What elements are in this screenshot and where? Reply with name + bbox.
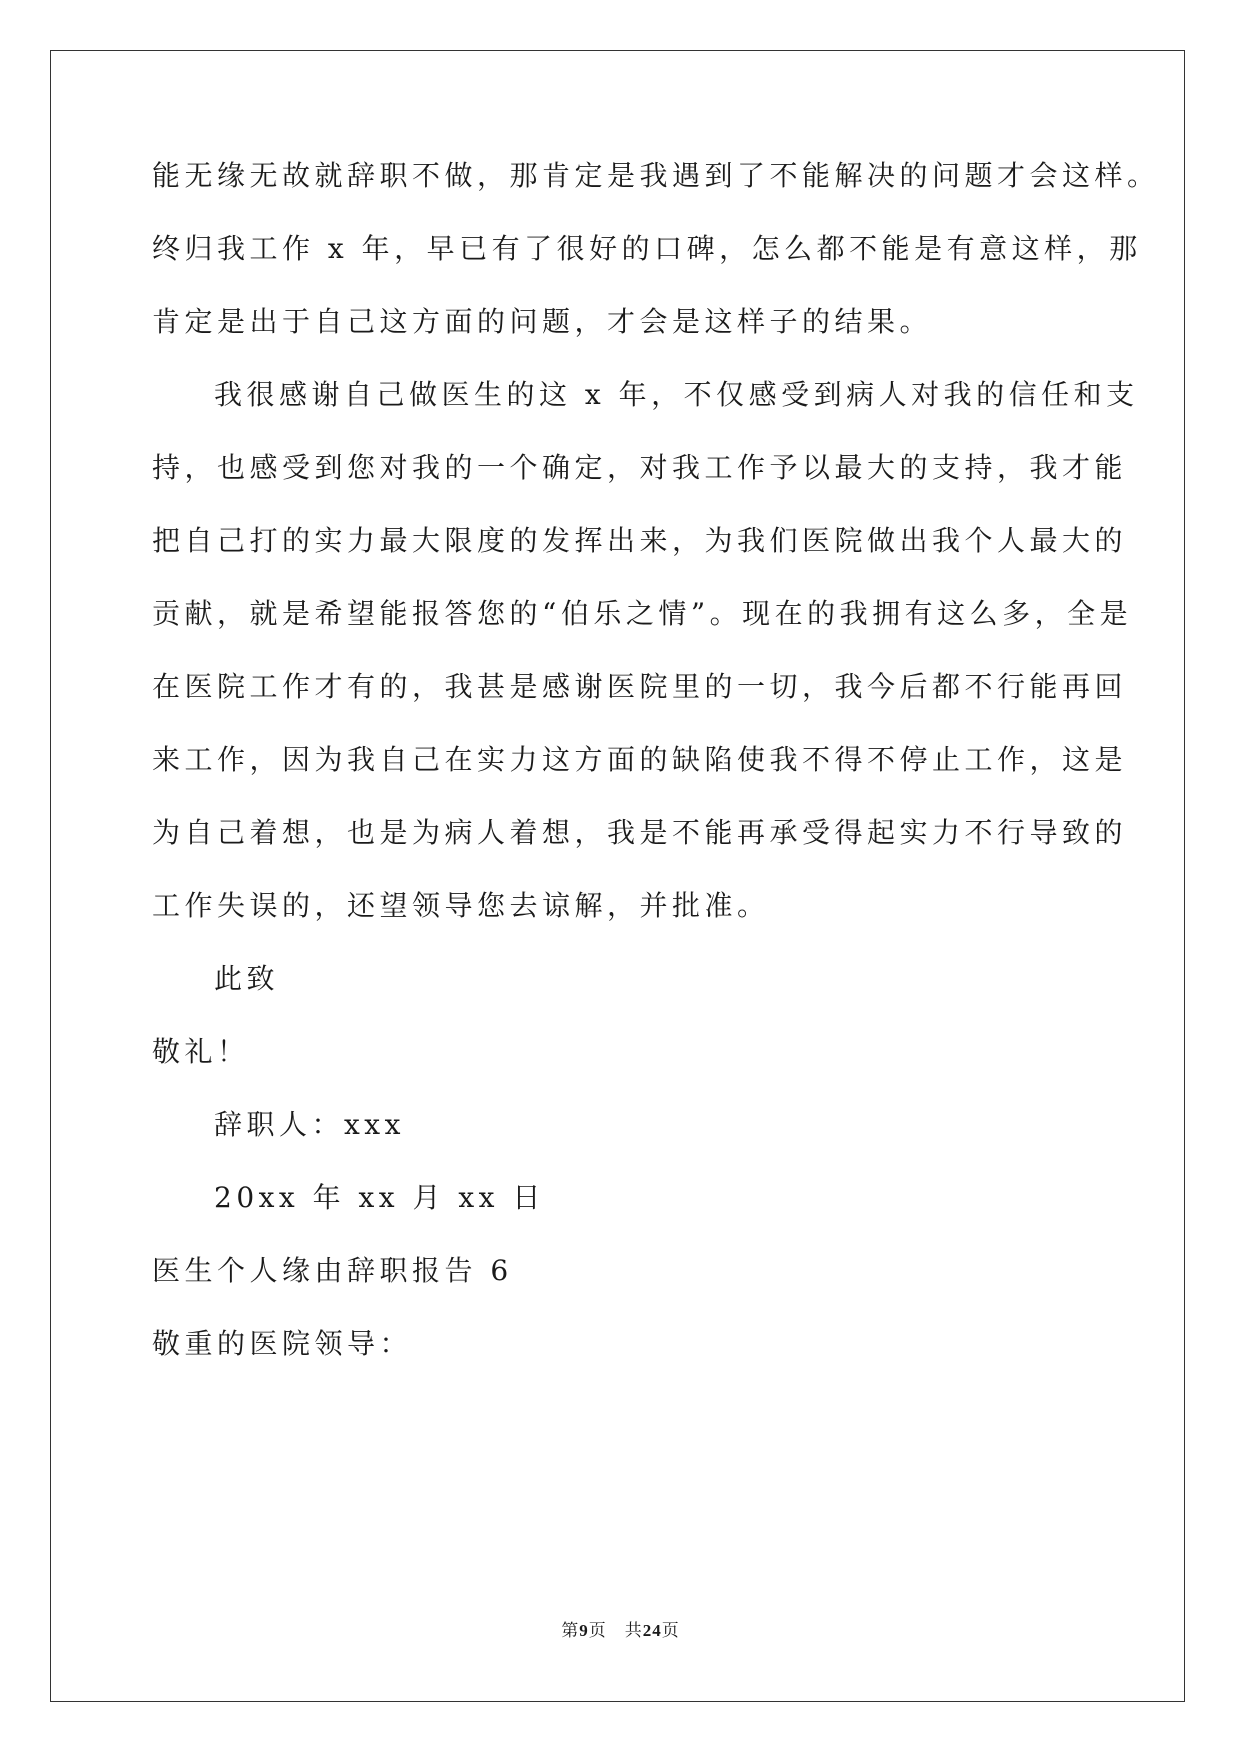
text-line: 肯定是出于自己这方面的问题，才会是这样子的结果。 bbox=[152, 305, 933, 338]
text-line: 持，也感受到您对我的一个确定，对我工作予以最大的支持，我才能 bbox=[152, 451, 1128, 484]
page-border bbox=[50, 50, 1185, 1702]
total-pages: 24 bbox=[642, 1621, 662, 1640]
date-line: 20xx 年 xx 月 xx 日 bbox=[214, 1181, 545, 1214]
text-line: 终归我工作 x 年，早已有了很好的口碑，怎么都不能是有意这样，那 bbox=[152, 232, 1142, 265]
text-line: 在医院工作才有的，我甚是感谢医院里的一切，我今后都不行能再回 bbox=[152, 670, 1128, 703]
text-line: 贡献，就是希望能报答您的“伯乐之情”。现在的我拥有这么多，全是 bbox=[152, 597, 1133, 630]
text-line: 把自己打的实力最大限度的发挥出来，为我们医院做出我个人最大的 bbox=[152, 524, 1128, 557]
signer-line: 辞职人：xxx bbox=[214, 1108, 405, 1141]
footer-mid: 页 共 bbox=[588, 1621, 643, 1641]
text-line: 来工作，因为我自己在实力这方面的缺陷使我不得不停止工作，这是 bbox=[152, 743, 1128, 776]
closing-regards: 敬礼！ bbox=[152, 1035, 250, 1068]
closing-salutation: 此致 bbox=[214, 962, 280, 995]
paragraph-start-line: 我很感谢自己做医生的这 x 年，不仅感受到病人对我的信任和支 bbox=[214, 378, 1139, 411]
section-title: 医生个人缘由辞职报告 6 bbox=[152, 1254, 513, 1287]
page-footer bbox=[0, 1620, 1241, 1642]
footer-suffix: 页 bbox=[661, 1621, 680, 1641]
footer-prefix: 第 bbox=[561, 1621, 580, 1641]
text-line: 工作失误的，还望领导您去谅解，并批准。 bbox=[152, 889, 770, 922]
page-number: 9 bbox=[579, 1621, 589, 1640]
text-line: 能无缘无故就辞职不做，那肯定是我遇到了不能解决的问题才会这样。 bbox=[152, 159, 1160, 192]
salutation-line: 敬重的医院领导： bbox=[152, 1327, 413, 1360]
text-line: 为自己着想，也是为病人着想，我是不能再承受得起实力不行导致的 bbox=[152, 816, 1128, 849]
